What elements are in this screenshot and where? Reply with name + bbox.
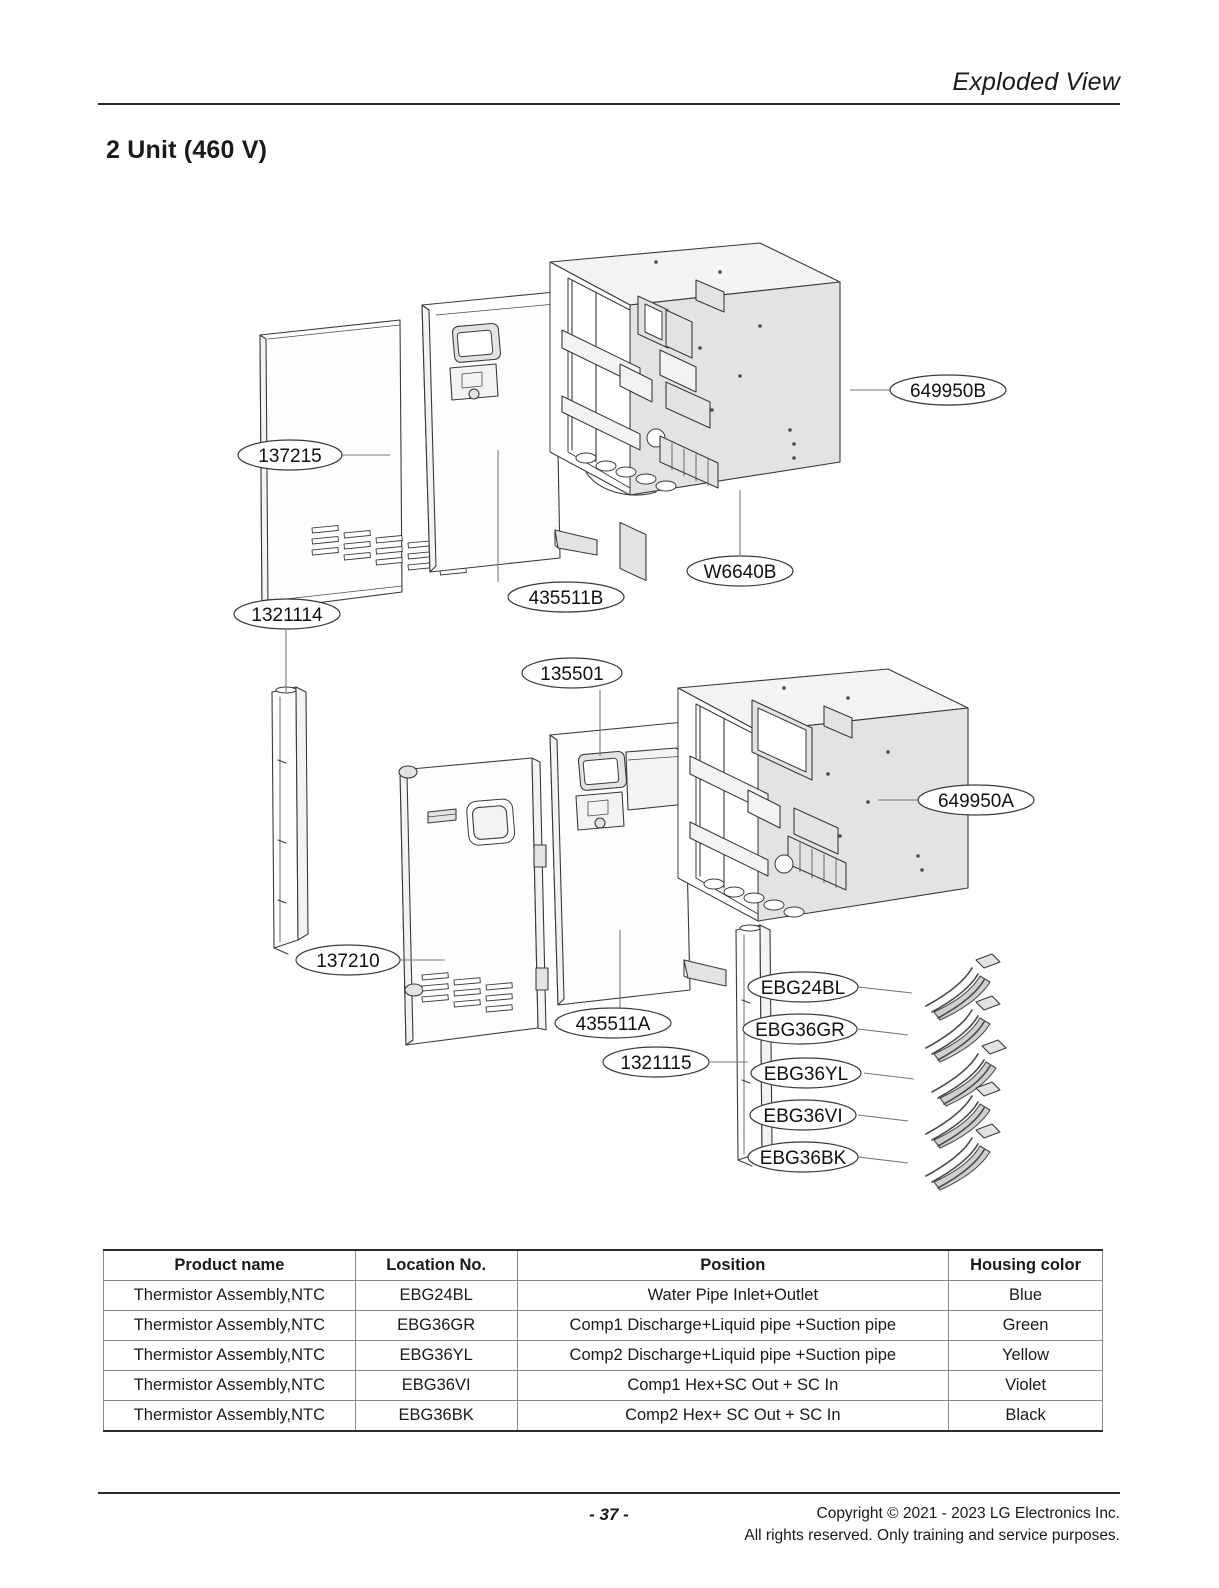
- part-1321115-bracket: [736, 925, 772, 1166]
- column-header-position: Position: [517, 1250, 949, 1281]
- callout-label: EBG24BL: [760, 978, 846, 999]
- cell-position: Comp1 Discharge+Liquid pipe +Suction pipe: [517, 1311, 949, 1341]
- callout-EBG36YL: [751, 1058, 861, 1088]
- callout-label: EBG36YL: [763, 1064, 849, 1085]
- cell-housing-color: Black: [949, 1401, 1103, 1432]
- cell-product-name: Thermistor Assembly,NTC: [104, 1341, 356, 1371]
- callout-649950B: [890, 375, 1006, 405]
- cell-housing-color: Blue: [949, 1281, 1103, 1311]
- callout-EBG36GR: [743, 1014, 857, 1044]
- callout-label: EBG36VI: [763, 1106, 843, 1127]
- callout-135501: [522, 658, 622, 688]
- callout-W6640B: [687, 556, 793, 586]
- callout-label: 1321115: [620, 1053, 692, 1074]
- table-row: [104, 1341, 1103, 1371]
- cell-location-no: EBG36GR: [355, 1311, 517, 1341]
- callout-label: 1321114: [251, 605, 323, 626]
- thermistor-harness-group: [926, 954, 1006, 1190]
- cell-position: Comp2 Hex+ SC Out + SC In: [517, 1401, 949, 1432]
- callout-1321115: [603, 1047, 709, 1077]
- cell-location-no: EBG24BL: [355, 1281, 517, 1311]
- table-row: [104, 1281, 1103, 1311]
- column-header-location-no: Location No.: [355, 1250, 517, 1281]
- page-number: - 37 -: [589, 1505, 629, 1524]
- callout-label: 435511A: [575, 1014, 651, 1035]
- thermistor-harness-EBG24BL: [926, 954, 1000, 1020]
- callout-137210: [296, 945, 400, 975]
- cell-housing-color: Yellow: [949, 1341, 1103, 1371]
- cell-product-name: Thermistor Assembly,NTC: [104, 1281, 356, 1311]
- callout-1321114: [234, 599, 340, 629]
- part-649950B-enclosure: [550, 243, 840, 581]
- callout-label: 435511B: [528, 588, 604, 609]
- table-row: [104, 1401, 1103, 1432]
- cell-position: Comp2 Discharge+Liquid pipe +Suction pipe: [517, 1341, 949, 1371]
- part-1321114-bracket: [272, 687, 308, 954]
- column-header-product-name: Product name: [104, 1250, 356, 1281]
- column-header-housing-color: Housing color: [949, 1250, 1103, 1281]
- cell-product-name: Thermistor Assembly,NTC: [104, 1371, 356, 1401]
- callout-label: W6640B: [703, 562, 777, 583]
- callout-137215: [238, 440, 342, 470]
- copyright-line-2: All rights reserved. Only training and service purposes.: [744, 1527, 1120, 1545]
- callout-label: 649950A: [937, 791, 1015, 812]
- cell-position: Comp1 Hex+SC Out + SC In: [517, 1371, 949, 1401]
- page-title: 2 Unit (460 V): [106, 136, 268, 164]
- table-header-row: [104, 1250, 1103, 1281]
- callout-EBG36BK: [748, 1142, 858, 1172]
- cell-location-no: EBG36BK: [355, 1401, 517, 1432]
- callout-label: EBG36BK: [759, 1148, 847, 1169]
- cell-product-name: Thermistor Assembly,NTC: [104, 1311, 356, 1341]
- table-row: [104, 1371, 1103, 1401]
- callout-649950A: [918, 785, 1034, 815]
- callout-435511A: [555, 1008, 671, 1038]
- callout-label: 137210: [316, 951, 380, 972]
- cell-product-name: Thermistor Assembly,NTC: [104, 1401, 356, 1432]
- callout-label: 137215: [258, 446, 322, 467]
- page-header: [98, 68, 1120, 105]
- cell-housing-color: Violet: [949, 1371, 1103, 1401]
- header-title: Exploded View: [952, 68, 1120, 96]
- cell-location-no: EBG36YL: [355, 1341, 517, 1371]
- copyright-line-1: Copyright © 2021 - 2023 LG Electronics Inc.: [816, 1505, 1120, 1522]
- cell-housing-color: Green: [949, 1311, 1103, 1341]
- page-footer: [98, 1492, 1120, 1551]
- callout-label: 135501: [540, 664, 604, 685]
- cell-position: Water Pipe Inlet+Outlet: [517, 1281, 949, 1311]
- table-row: [104, 1311, 1103, 1341]
- callout-label: 649950B: [909, 381, 987, 402]
- cell-location-no: EBG36VI: [355, 1371, 517, 1401]
- thermistor-parts-table: [103, 1249, 1103, 1432]
- callout-435511B: [508, 582, 624, 612]
- copyright-block: [744, 1503, 1120, 1548]
- callout-EBG24BL: [748, 972, 858, 1002]
- callout-EBG36VI: [750, 1100, 856, 1130]
- callout-label: EBG36GR: [755, 1020, 845, 1041]
- exploded-view-diagram: [100, 200, 1120, 1210]
- part-137210-door: [399, 758, 548, 1045]
